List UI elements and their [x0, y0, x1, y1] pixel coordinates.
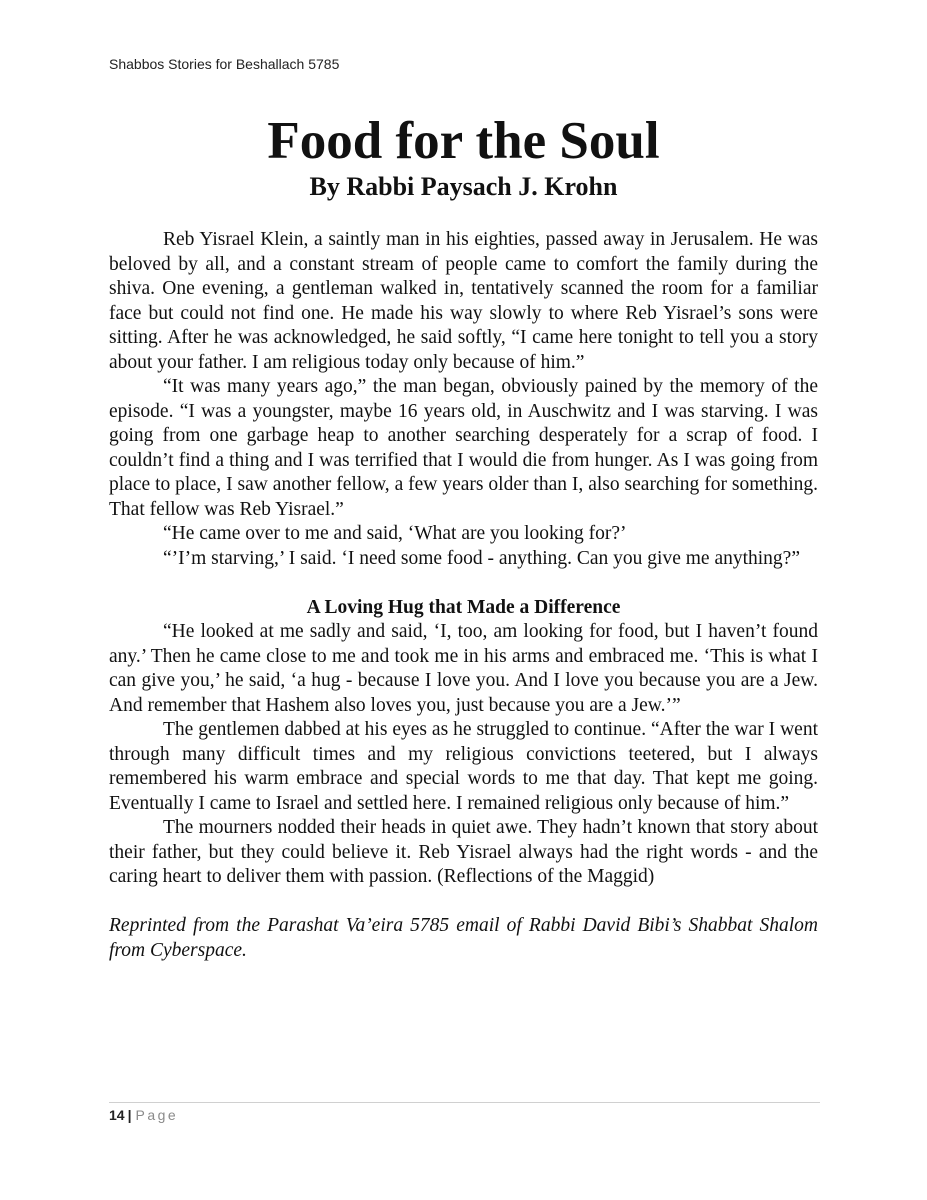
- section-subheading: A Loving Hug that Made a Difference: [306, 596, 621, 618]
- paragraph: “’I’m starving,’ I said. ‘I need some food - anything. Can you give me anything?”: [163, 547, 800, 569]
- footer-separator: |: [127, 1107, 132, 1123]
- running-header: Shabbos Stories for Beshallach 5785: [109, 56, 340, 72]
- page-label: Page: [135, 1107, 179, 1123]
- paragraph: The mourners nodded their heads in quiet awe. They hadn’t known that story about their father, but they could believe it. Reb Yisrael always had the right words - and the caring heart to deliver them with passion. (Reflections of the Maggid): [109, 817, 818, 887]
- paragraph: Reb Yisrael Klein, a saintly man in his eighties, passed away in Jerusalem. He was beloved by all, and a constant stream of people came to comfort the family during the shiva. One evening, a gentleman walked in, tentatively scanned the room for a familiar face but could not find one. He made his way slowly to where Reb Yisrael’s sons were sitting. After he was acknowledged, he said softly, “I came here tonight to tell you a story about your father. I am religious today only because of him.”: [109, 229, 818, 373]
- article-body: [109, 228, 818, 963]
- reprint-credit: Reprinted from the Parashat Va’eira 5785 email of Rabbi David Bibi’s Shabbat Shalom from Cyberspace.: [109, 915, 818, 961]
- article-byline: By Rabbi Paysach J. Krohn: [309, 172, 618, 201]
- footer-divider: [109, 1102, 820, 1103]
- paragraph: “It was many years ago,” the man began, obviously pained by the memory of the episode. “I was a youngster, maybe 16 years old, in Auschwitz and I was starving. I was going from one garbage heap to another searching desperately for a scrap of food. I couldn’t find a thing and I was terrified that I would die from hunger. As I was going from place to place, I saw another fellow, a few years older than I, also searching for something. That fellow was Reb Yisrael.”: [109, 376, 818, 520]
- article-title: Food for the Soul: [267, 112, 660, 170]
- paragraph: “He looked at me sadly and said, ‘I, too, am looking for food, but I haven’t found any.’ Then he came close to me and took me in his arms and embraced me. ‘This is what I can give you,’ he said, ‘a hug - because I love you. And I love you because you are a Jew. And remember that Hashem also loves you, just because you are a Jew.’”: [109, 621, 818, 716]
- title-block: [0, 108, 927, 202]
- page-number: 14: [109, 1107, 125, 1123]
- page-footer: [109, 1107, 178, 1123]
- paragraph: The gentlemen dabbed at his eyes as he struggled to continue. “After the war I went through many difficult times and my religious convictions teetered, but I always remembered his warm embrace and special words to me that day. That kept me going. Eventually I came to Israel and settled here. I remained religious only because of him.”: [109, 719, 818, 814]
- paragraph: “He came over to me and said, ‘What are you looking for?’: [163, 523, 627, 544]
